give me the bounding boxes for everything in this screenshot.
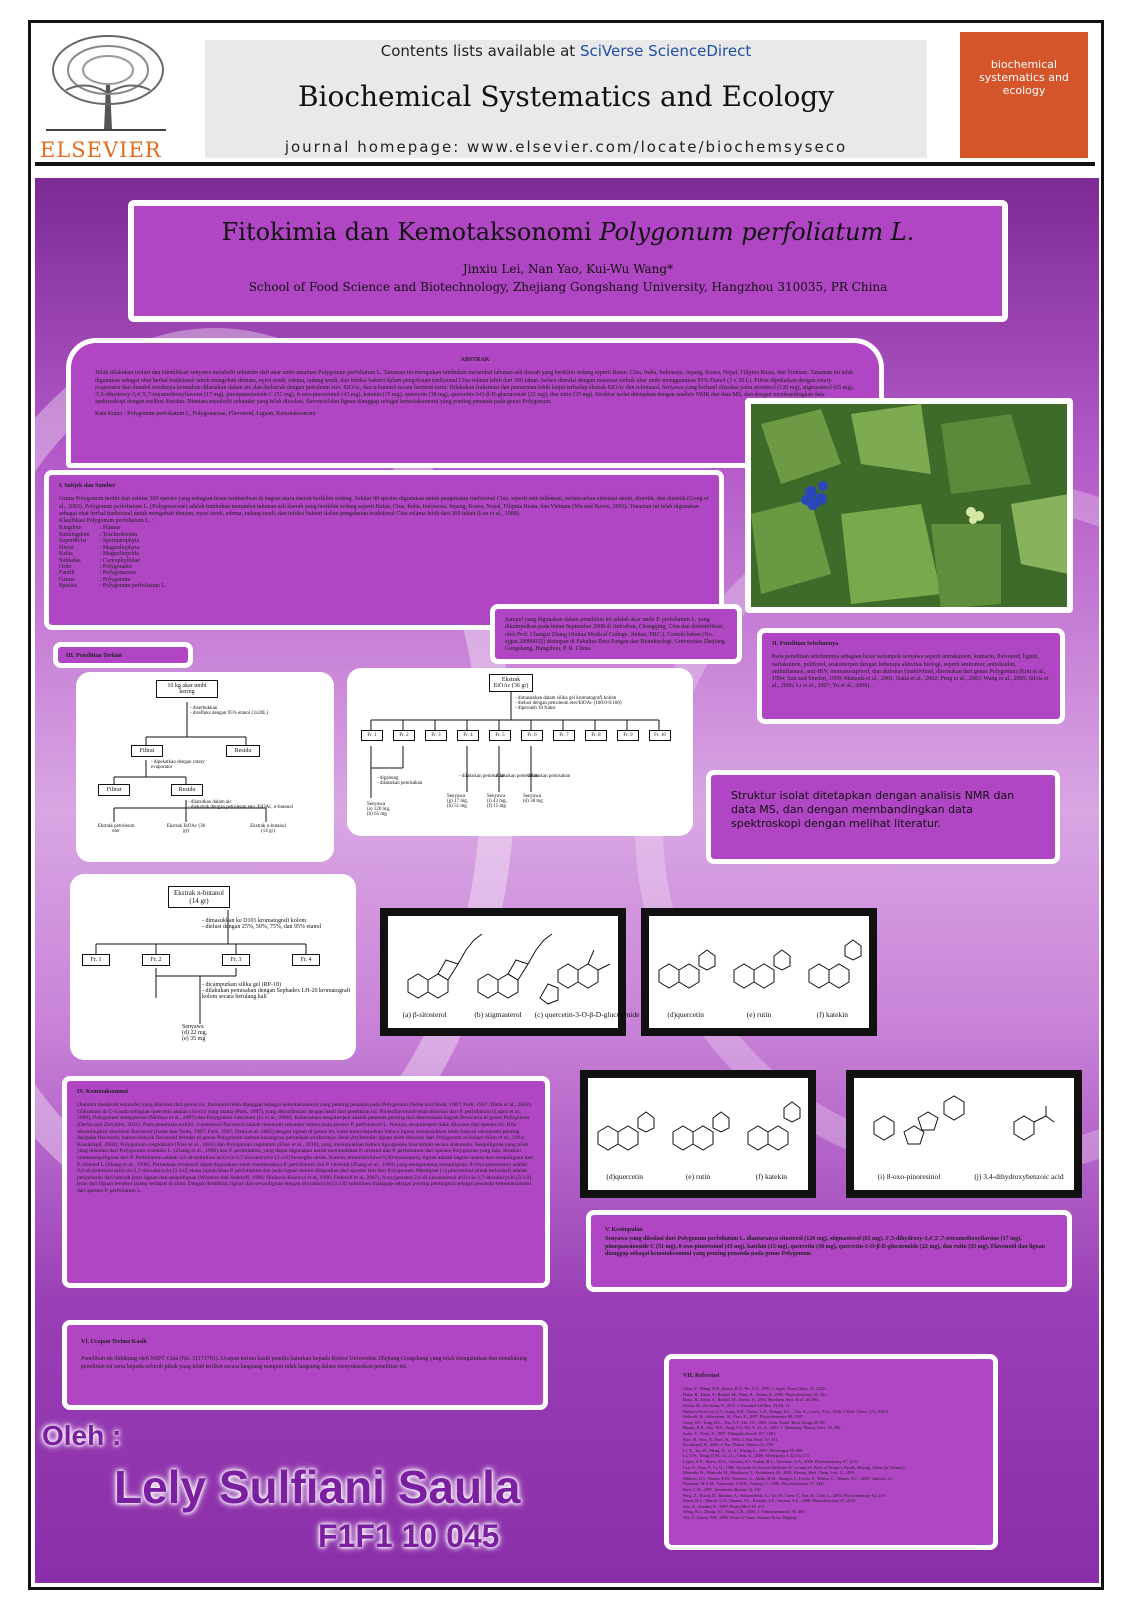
taxonomy-value: : Spermatophyta [99, 538, 140, 545]
tree-icon [36, 30, 176, 135]
sterol-structures-icon [388, 920, 618, 1006]
taxonomy-rank: Genus [59, 576, 75, 583]
publisher-name: ELSEVIER [40, 138, 162, 162]
structure-label: (a) β-sitosterol [402, 1010, 447, 1019]
klasifikasi-label: Klasifikasi Polygonum perfoliatum L. : [59, 518, 154, 525]
flow2-res2: Senyawa (g) 17 mg, (h) 51 mg [447, 794, 468, 809]
structure-label: (f) katekin [755, 1172, 788, 1181]
structure-label: (b) stigmasterol [474, 1010, 522, 1019]
structure-note-box [706, 770, 1060, 864]
section6-text: Penelitian ini didukung oleh NSFC Cina (No. 31171701). Ucapan terima kasih penulis haturkan kepada Rektor Universitas Zhejiang Gongshang yang telah mengizinkan dan mendukung penelitian ini serta kepada seluruh pihak yang telah terlibat secara langsung maupun tidak langsung dalam menyukseskan penelitian ini. [81, 1356, 528, 1370]
taxonomy-value: : Plantae [99, 525, 121, 532]
fraction-box: Fr. 1 [82, 954, 110, 966]
structure-label: (i) 8-oxo-pinoresinol [877, 1172, 941, 1181]
reference-item: Dinkova-Kostova, A.T., Gang, D.R., Davin, L.B., Bedgar, D.L., Chu, A., Lewis, N.G., 1996. J. Biol. Chem. 271, 29473. [683, 1408, 890, 1414]
taxonomy-rank: Subkingdom [59, 531, 90, 538]
reference-item: Federolf, K., Alfermann, W., Fuss, E., 2007. Phytochemistry 68, 1397. [683, 1414, 805, 1420]
taxonomy-rank: Famili [59, 570, 75, 577]
sample-box [490, 604, 742, 664]
reference-item: Silvia, N.L., Marcal, G.S., Susana, J.G., Ricardo, L.F., Susana, A.Z., 2006. Phytochemistry 67, 2152. [683, 1498, 857, 1504]
keywords: Kata Kunci : Polygonum perfoliatum L, Polygonaceae, Flavonoid, Lignan, Kemotaksonomi [95, 410, 316, 417]
fraction-box: Fr. 3 [222, 954, 250, 966]
flow3-steps: - dimasukkan ke D101 kromatografi kolom - dielusi dengan 25%, 50%, 75%, dan 95% etanol [202, 918, 322, 930]
flow1-residu2: Residu [171, 784, 203, 796]
section1-text: Genus Polygonum terdiri dari sekitar 300 spesies yang sebagian besar terdistribusi di bagian utara daerah beriklim sedang. Sekitar 80 spesies digunakan untuk pengobatan tradisional Cina, seperti anti-inflamasi, melancarkan sirkulasi darah, diuretik, dan diuretik (Gong et al., 2003). Polygonum perfoliatum L. (Polygonaceae) adalah tumbuhan merambat tahunan asli daerah yang beriklim sedang seperti Butan, Cina, India, Indonesia, Jepang, Korea, Nepal, Filipina Rusia, dan Vietnam (Wu and Raven, 2003). Tanaman ini telah digunakan sebagai obat herbal tradisional untuk mengobati demam, nyeri sendi, edema, radang sendi, dan infeksi bakteri dalam pengobatan tradisional Cina selama lebih dari 300 tahun (Lou et al., 1988). [59, 496, 709, 517]
section-penelitian-terkini [53, 642, 193, 668]
sciencedirect-link[interactable]: SciVerse ScienceDirect [579, 42, 752, 60]
taxonomy-value: : Magnoliophyta [99, 544, 140, 551]
taxonomy-value: : Magnoliopsida [99, 551, 139, 558]
structures-lignans [846, 1070, 1082, 1198]
flowchart-etoac [347, 668, 693, 836]
author-nim: F1F1 10 045 [318, 1518, 500, 1554]
fraction-box: Fr. 5 [489, 730, 511, 741]
flow1-out2: Ekstrak EtOAc (36 gr) [166, 824, 206, 834]
fraction-box: Fr. 9 [617, 730, 639, 741]
structure-label: (d)quercetin [606, 1172, 643, 1181]
fraction-box: Fr. 4 [457, 730, 479, 741]
section-referensi [664, 1354, 998, 1550]
flow1-filtrat2: Filtrat [98, 784, 130, 796]
structures-sterols [380, 908, 640, 1036]
flow2-sub2: - dilakukan pemisahan [459, 774, 505, 779]
structures-flavonoids-top [641, 908, 877, 1036]
taxonomy-rank: Superdivisi [59, 538, 87, 545]
structure-label: (f) katekin [816, 1010, 849, 1019]
taxonomy-table [59, 525, 167, 589]
abstract-text: Telah dilakukan isolasi dan identifikasi senyawa metabolit sekunder dari akar umbi tanaman Polygonum perfoliatum L. Tanaman ini merupakan tumbuhan merambat tahunan asli daerah yang beriklim sedang seperti Butan, Cina, India, Indonesia, Jepang, Korea, Nepal, Filipina Rusia, dan Vietnam. Tanaman ini telah digunakan sebagai obat herbal tradisional untuk mengobati demam, nyeri sendi, edema, radang sendi, dan infeksi bakteri dalam pengobatan tradisional Cina selama lebih dari 300 tahun. Isolasi dimulai dengan maserasi serbuk akar umbi menggunakan 95% Etanol (3 x 20 L). Filtrat dipekatkan dengan rotary evaporator dan diambil residunya kemudian dilarutkan dalam air, dan diekstrak dengan petroleum eter, EtOAc, dan n-butanol secara berturut-turut. Dilakukan fraksinasi dan pemurnian lebih lanjut terhadap ekstrak EtOAc dan n-butanol. Senyawa yang berhasil diisolasi yaitu sitosterol (120 mg), stigmasterol (65 mg), 3',5-dihydroxy-3,4',5',7-tetramethoxyflavone (17 mg), pinoquassinoside C (51 mg), 8-oxo-pinoresinol (43 mg), katekin (15 mg), quercetin (38 mg), quercetin-3-O-β-D-glucuronide (22 mg), dan rutin (35 mg). Struktur isolat ditetapkan dengan analisis NMR dan data MS, dan dengan membandingkan data spektroskopi dengan melihat literatur. Diantara metabolit sekunder yang telah diisolasi, flavonoid dan lignan dianggap sebagai kemotaksonomi yang penting penanda pada genus Polygonum. [95, 370, 854, 406]
plant-photo [745, 398, 1073, 613]
title-italic: Polygonum perfoliatum L. [599, 218, 915, 246]
reference-item: Park, C.W., 1987. Systematic Botany 12, 167. [683, 1486, 762, 1492]
flow3-start: Ekstrak n-butanol (14 gr) [168, 886, 230, 908]
flow1-step1: - diserbukkan - direfluks dengan 95% etanol (3x20L) [190, 706, 268, 716]
abstract-heading: ABSTRAK [460, 357, 490, 363]
fraction-box: Fr. 2 [393, 730, 415, 741]
structure-note: Struktur isolat ditetapkan dengan analisis NMR dan data MS, dan dengan membandingkan data spektroskopi dengan melihat literatur. [731, 789, 1015, 830]
flow1-step3: - dilarutkan dalam air - diekstrak dengan petroleum eter, EtOAc, n-butanol [188, 800, 294, 810]
section-penelitian-sebelumnya [757, 628, 1065, 724]
reference-item: Wang, K.J., Zhang, Y.J., Yang, C.R., 2005. J. Ethnopharmacol. 96, 483. [683, 1509, 806, 1515]
flow2-res1: Senyawa (a) 120 mg, (b) 65 mg [367, 802, 391, 817]
journal-homepage[interactable]: journal homepage: www.elsevier.com/locate/biochemsyseco [284, 138, 848, 156]
taxonomy-value: : Polygonales [99, 563, 133, 570]
flow2-sub3: - dilakukan pemisahan [493, 774, 539, 779]
flowchart-butanol [70, 874, 356, 1060]
flow3-sub: - dicampurkan silika gel (RP-18) - dilakukan pemisahan dengan Sephadex LH-20 kromatografi kolom secara berulang kali [202, 982, 351, 1000]
taxonomy-row [59, 583, 167, 589]
flow2-connectors [347, 668, 693, 836]
reference-item: Datta, B., Datta, S., Rashid, M., Sarker, S., 2002. Biochem. Syst. Ecol. 30, 693. [683, 1397, 820, 1403]
oleh-label: Oleh : [42, 1420, 122, 1451]
reference-item: Li, X., Yu, M., Meng, D., Li, X., Zhang, L., 2007. Fitoterapia 78, 606. [683, 1447, 804, 1453]
flow2-sub4: - dilakukan pemisahan [525, 774, 571, 779]
taxonomy-value: : Polygonum perfoliatum L. [99, 583, 167, 590]
flow3-result: Senyawa (d) 22 mg, (e) 35 mg [182, 1024, 208, 1042]
taxonomy-rank: Spesies [59, 583, 77, 590]
section7-heading: VII. Referensi [683, 1373, 720, 1379]
flow1-residu: Residu [226, 745, 260, 757]
reference-item: Matsuda, H., Shimoda, H., Morikawa, T., Yoshikawa, M., 2001. Bioorg. Med. Chem. Lett. 11, 1839. [683, 1470, 856, 1476]
fraction-box: Fr. 4 [292, 954, 320, 966]
reference-item: López, S.N., Sierra, M.G., Gattuso, S.J., Furlán, R.L., Zacchino, S.A., 2006. Phytochemistry 67, 2152. [683, 1459, 860, 1465]
section2-text: Pada penelitian sebelumnya sebagian besar kelompok senyawa seperti antrakuinon, kumarin, flavonoid, lignin, naftakuinon, polifenol, seskuiterpen dengan beberapa aktivitas biologi, seperti antitumor, antioksidan, antiinflamasi, anti-HIV, immunosupresif, dan aktivitas (inaktivitas), ditemukan dari genus Polygonum (Kim et al., 1994; Sun and Sneden, 1999; Matsuda et al., 2001; Datta et al., 2002; Peng et al., 2003; Wang et al., 2005; Silvia et al., 2006; Li et al., 2007; Yu et al., 2008). [772, 654, 1049, 690]
structure-label: (d)quercetin [667, 1010, 704, 1019]
contents-prefix: Contents lists available at [380, 42, 576, 60]
reference-item: Datta, B., Datta, S., Rashid, M., Nash, R., Sarker, S., 2000. Phytochemistry 54, 201. [683, 1391, 828, 1397]
reference-item: Peng, Z., Ruodi, D., Baomei, A., Schoenefeldt, S., Gai, H., Chen, T., Yan, K., Chin, L., 2003. Phytochemistry 62, 219. [683, 1492, 886, 1498]
section4-heading: IV. Kemotaksonomi [77, 1089, 128, 1095]
affiliation: School of Food Science and Biotechnology, Zhejiang Gongshang University, Hangzhou 310035, PR China [248, 280, 888, 294]
fraction-box: Fr. 8 [585, 730, 607, 741]
plant-image [751, 404, 1069, 609]
section1-heading: I. Subjek dan Sumber [59, 483, 116, 489]
reference-item: Wu, Z., Raven, P.H., 2003. Flora of China. Science Press, Beijing. [683, 1514, 797, 1520]
reference-item: Kim, H., Woo, E., Park, H., 1994. J. Nat. Prod. 57, 581. [683, 1436, 779, 1442]
title-plain: Fitokimia dan Kemotaksonomi [221, 218, 600, 246]
taxonomy-value: : Caryophyllidae [99, 557, 140, 564]
section5-heading: V. Kesimpulan [605, 1227, 643, 1233]
flow2-sub1: - digabung - dilakukan pemisahan [377, 776, 423, 786]
journal-title: Biochemical Systematics and Ecology [297, 80, 835, 113]
taxonomy-value: : Polygonum [99, 576, 131, 583]
flowchart-extraction [76, 672, 334, 862]
flow1-out3: Ekstrak n-butanol (14 gr) [250, 824, 286, 834]
flow1-step2: - dipekatkan dengan rotary evaporator [151, 760, 205, 770]
flow2-res4: Senyawa (d) 38 mg [523, 794, 543, 804]
section3-heading: III. Penelitian Terkini [66, 653, 122, 659]
cover-text: biochemical systematics and ecology [979, 58, 1069, 97]
section-ucapan-terima-kasih [62, 1320, 548, 1410]
flow2-start: Ekstrak EtOAc (36 gr) [489, 674, 533, 692]
section-kemotaksonomi [62, 1076, 550, 1288]
poster-title [134, 218, 1002, 246]
flavonoid-structures-icon [588, 1082, 808, 1168]
reference-item: Isobe, T., Noda, Y., 1987. Yakugaku Zasshi 107, 1001. [683, 1431, 777, 1437]
reference-item: Kosuklagil, R., 2002. J. Fac. Pharm. Ankara 31, 109. [683, 1442, 774, 1448]
taxonomy-value: : Polygonaceae [99, 570, 137, 577]
taxonomy-rank: Subkelas [59, 557, 81, 564]
fraction-box: Fr. 10 [649, 730, 671, 741]
reference-item: Huang, R.B., Sun, W.F., Yang, F.F., Du, Y., Li, X., 2001. J. Shenyang. Pharm. Univ. 18, 286. [683, 1425, 842, 1431]
flow1-out1: Ekstrak petroleum eter [97, 824, 135, 834]
taxonomy-rank: Divisi [59, 544, 74, 551]
poster-title-box [128, 200, 1008, 322]
fraction-box: Fr. 1 [361, 730, 383, 741]
fraction-box: Fr. 6 [521, 730, 543, 741]
taxonomy-rank: Kelas [59, 551, 73, 558]
reference-item: Sun, X., Sneden, A., 1999. Planta Med. 65, 671. [683, 1503, 766, 1509]
taxonomy-rank: Kingdom [59, 525, 82, 532]
section6-heading: VI. Ucapan Terima Kasih [81, 1339, 147, 1345]
taxonomy-value: : Tracheobionta [99, 531, 138, 538]
structure-label: (c) quercetin-3-O-β-D-glucuronide [534, 1010, 640, 1019]
reference-list [683, 1386, 979, 1520]
reference-item: Chen, Y., Wang, M.F., Rosen, R.T., Ho, C.T., 1999. J. Agric. Food Chem. 47, 2226. [683, 1386, 826, 1392]
structure-label: (e) rutin [746, 1010, 772, 1019]
reference-item: Li, T.W., Wang, D.M., Li, J.L., Chen, G., 2008. Allelopathy J. 22 (1), 175. [683, 1453, 811, 1459]
taxonomy-rank: Ordo [59, 563, 72, 570]
section2-heading: II. Penelitian Sebelumnya [772, 641, 839, 647]
authors: Jinxiu Lei, Nan Yao, Kui-Wu Wang* [462, 262, 674, 276]
structure-label: (j) 3,4-dihydroxybenzoic acid [974, 1172, 1064, 1181]
elsevier-logo [36, 30, 176, 160]
reference-item: Midiwo, J.O., Omoto, F.M., Yenesew, A., Akala, H.M., Wangui, J., Liyala, P., Waters, C., Waters, N.C., 2007. Arkivoc, 21. [683, 1475, 894, 1481]
author-name: Lely Sulfiani Saula [114, 1461, 521, 1513]
lignan-structures-icon [854, 1082, 1074, 1168]
journal-cover [960, 32, 1088, 158]
flow1-start: 10 kg akar umbi kering [156, 680, 218, 698]
section5-text: Senyawa yang diisolasi dari Polygonum perfoliatum L. diantaranya sitosterol (120 mg), stigmasterol (65 mg), 3',5-dihydroxy-3,4',5',7-tetramethoxyflavone (17 mg), pinoquassinoside C (51 mg), 8-oxo-pinoresinol (43 mg), katekin (15 mg), quercetin (38 mg), quercetin-3-O-β-D-glucuronide (22 mg), dan rutin (35 mg). Flavonoid dan lignan dianggap sebagai kemotaksonomi yang penting penanda pada genus Polygonum. [605, 1236, 1046, 1257]
fraction-box: Fr. 3 [425, 730, 447, 741]
flow2-res3: Senyawa (i) 43 mg, (f) 15 mg [487, 794, 507, 809]
journal-banner [205, 40, 927, 158]
contents-line [205, 42, 927, 60]
structure-label: (e) rutin [685, 1172, 711, 1181]
reference-item: Gong, S.F., Tang, H.L., Yan, S.Y., Hu, J.S., 2003. Chin. Tradit. Herb. Drugs 35, 80. [683, 1419, 826, 1425]
flavonoid-structures-icon [649, 920, 869, 1006]
reference-item: Newman, M.A.M., Saraswati, S.M.K., Sudrajo, J., 1988. Phytochemistry 27, 2447. [683, 1481, 826, 1487]
reference-item: Derita, M., Zacchino, S., 2011. J. Essential Oil Res. 23 (6), 11. [683, 1403, 791, 1409]
sample-text: Sampel yang digunakan dalam penelitian ini adalah akar umbi P. perfoliatum L. yang dikumpulkan pada bulan September 2008 di Jinfoshan, Chongqing, Cina dan diidentifikasi oleh Prof. Changzi Zhang (Jinhua Medical College, Jinhua, ERC.). Contoh bahan (No. zjgsu 20080032) disimpan di Fakultas Ilmu Pangan dan Bioteknologi, Universitas Zhejiang Gongshang, Hangzhou, P. R. China. [505, 617, 725, 653]
section4-text: Diantara metabolit sekunder yang diisolasi dari genus ini, flavonoid telah dianggap sebagai kemotaksonomi yang penting penanda pada Polygonum (Isobe and Noda, 1987; Park, 1987; Datta et al., 2002). Glikosilasi di C-3 pada sebagian quercetin adalah ciri-ciri yang utama (Park, 1987), yang dikonfirmasi dengan hasil dari penelitian ini. Bioisoflavonoid telah diisolasi dari P. perfoliatum (Lopez et al., 2006), Polygonum senegalense (Midiwo et al., 2007) dan Polygonum odoratum (Li et al., 2008). Keberadaan sesquiterpen adalah penanda penting dari determinasi bagian Persicaria di genus Polygonum (Derita and Zacchino, 2011). Pada penelitian terkini, 3-substitusi flavonoid adalah metabolit sekunder utama pada spesies P. perfoliatum L. Namun, sesquiterpen tidak diisolasi dari spesies ini. Bila dibandingkan distribusi flavonoid (Isobe dan Noda, 1987; Park, 1987; Datta et al. 2002) dengan lignan di genus ini, kami menyimpulkan bahwa lignan menunjukkan lebih banyak taksonomi penting daripada flavonoid, karena banyak flavonoid beredar di genus Polygonum namun kurangnya perbedaan strukturnya. Jenis Aryltetralin lignan telah diisolasi dari Polygonum aviculare (Kim et al., 1994; Kosuklagil, 2002), Polygonum cuspidatum (Xiao et al., 2002) dan Polygonum capitatum (Zhao et al., 2010), yang menunjukkan bahwa tiga spesies bisa terkait secara sistematis. Sesquilignan yang telah yang diisolasi dari Polygonum orientale L. (Zhang et al., 1998) dan P. perfoliatum, yang dapat digunakan untuk membedakan P. oriental dan P. perfoliatum dari spesies Polygonum yang lain. Struktur utamasesquilignan dari P. Perfoliatum adalah 3,6-di-(subtitusi aril)-cis-3,7-dioxabicyclo [3.3.0] kerangka oktan. Namun, tetrahidrofuran-9,90-monoepoxy lignan adalah bagian utama dari sesquilignan dari P. oriental L (Zhang et al., 1998). Perbedaan struktural dapat digunakan untuk membedakan P. perfoliatum dan P. Oriental (Zhang et al., 1998) yang mengandung sesquilignan. 8-Oxo-pinoresinol adalah 2,6-di-(subtitusi aril)-cis-3,7-dioxabicyclo [3.3.0] oktan lignan khas P. perfoliatum dan jenis lignan belum dilaporkan dari spesies lain dari Polygonum. Meskipun (+) pinoresinol (tidak terisolasi) adalah penyebaran dari banyak jenis lignan dan sesquilignan (Whatton dan Sederoff, 1996; Dinkova-Kostova et al, 1996; Federolf et al, 2007), 8-oxygenated 2,6-di-(arsubstitusi aril)-cis-3,7-dioxabicyclo [3.3.0] jenis dari lignan tersebut jarang terdapat di alam. Dengan demikian, lignan dan sesquilignan dengan dioxabicyclo [3.3.0] substituen dianggap sebagai penting pentingnya sebagai penanda kemotaksonomi dari spesies P. perfoliatum L. [77, 1102, 534, 1195]
structures-flavonoids-bottom [580, 1070, 816, 1198]
flow1-filtrat: Filtrat [131, 745, 163, 757]
fraction-box: Fr. 7 [553, 730, 575, 741]
fraction-box: Fr. 2 [142, 954, 170, 966]
reference-item: Lou, S., Xiao, P., Li, G., 1988. Records of Chinese Medicine IV, second ed. Press of People's Health, Beijing, China (in Chinese). [683, 1464, 906, 1470]
section-kesimpulan [586, 1210, 1072, 1292]
flow2-steps: - dimasukkan dalam silika gel kromatografi kolom - dielusi dengan petroleum eter/EtOAc (100:0-0:100) - diperoleh 10 fraksi [515, 696, 622, 711]
